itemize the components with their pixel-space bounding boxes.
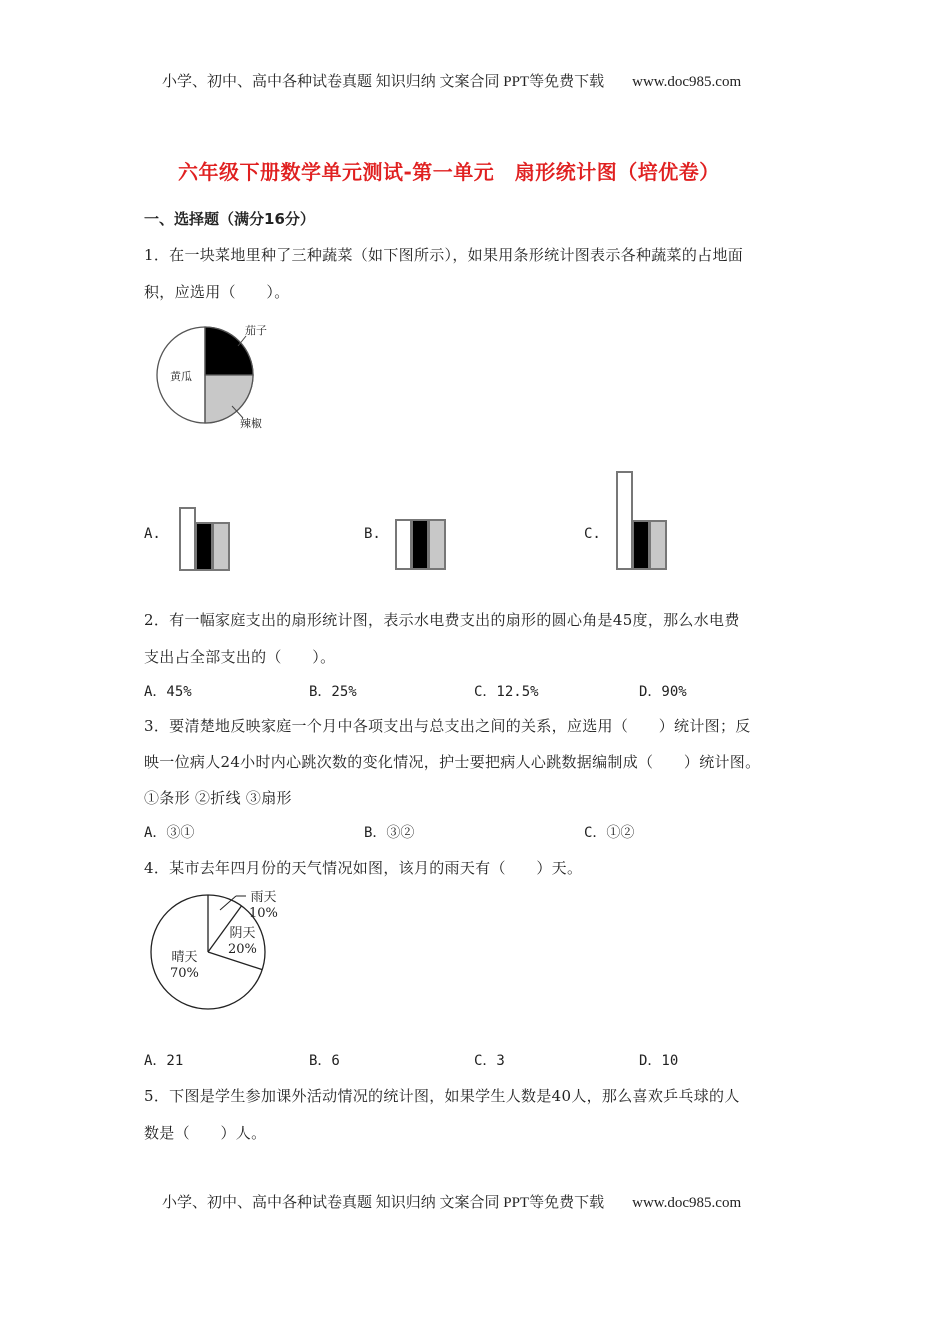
bar-cucumber: [179, 507, 196, 571]
q1-option-b[interactable]: B.: [364, 526, 381, 542]
question-1-line-2: 积，应选用（ ）。: [144, 283, 290, 301]
sunny-pct: 70%: [170, 966, 199, 981]
q2-option-b[interactable]: B．25%: [309, 684, 357, 700]
question-1-line-1: 1．在一块菜地里种了三种蔬菜（如下图所示），如果用条形统计图表示各种蔬菜的占地面: [144, 246, 744, 264]
q1-option-c-bars[interactable]: [616, 471, 668, 571]
footer-text: 小学、初中、高中各种试卷真题 知识归纳 文案合同 PPT等免费下载: [162, 1195, 605, 1211]
question-2-line-2: 支出占全部支出的（ ）。: [144, 648, 336, 666]
page-title: 六年级下册数学单元测试-第一单元 扇形统计图（培优卷）: [178, 160, 720, 184]
header-url[interactable]: www.doc985.com: [632, 74, 742, 90]
bar-eggplant: [411, 519, 429, 570]
q2-option-c[interactable]: C．12.5%: [474, 684, 539, 700]
vegetable-pie-chart: [150, 318, 290, 438]
rain-pct: 10%: [249, 906, 278, 921]
weather-pie-chart: [148, 890, 298, 1015]
cloudy-name: 阴天: [229, 926, 256, 941]
bar-pepper: [212, 522, 230, 571]
bar-pepper: [428, 519, 446, 570]
question-4-line-1: 4．某市去年四月份的天气情况如图，该月的雨天有（ ）天。: [144, 859, 583, 877]
q2-option-d[interactable]: D．90%: [639, 684, 687, 700]
q1-option-a-bars[interactable]: [179, 505, 231, 571]
q3-option-c[interactable]: C．①②: [584, 825, 635, 841]
q2-option-a[interactable]: A．45%: [144, 684, 192, 700]
rain-name: 雨天: [250, 890, 277, 905]
header-text: 小学、初中、高中各种试卷真题 知识归纳 文案合同 PPT等免费下载: [162, 74, 605, 90]
pie-label-cucumber: 黄瓜: [170, 370, 192, 383]
page-header: [162, 70, 741, 91]
q1-option-c[interactable]: C.: [584, 526, 601, 542]
q1-option-a[interactable]: A.: [144, 526, 161, 542]
q4-option-b[interactable]: B．6: [309, 1053, 340, 1069]
cloudy-pct: 20%: [228, 942, 257, 957]
q3-option-b[interactable]: B．③②: [364, 825, 415, 841]
question-3-line-1: 3．要清楚地反映家庭一个月中各项支出与总支出之间的关系，应选用（ ）统计图；反: [144, 717, 751, 735]
pie-label-pepper: 辣椒: [240, 417, 262, 430]
bar-eggplant: [195, 522, 213, 571]
q4-option-c[interactable]: C．3: [474, 1053, 505, 1069]
q4-option-d[interactable]: D．10: [639, 1053, 679, 1069]
bar-cucumber: [395, 519, 412, 570]
question-5-line-2: 数是（ ）人。: [144, 1124, 267, 1142]
sunny-name: 晴天: [171, 950, 198, 965]
section-heading: 一、选择题（满分16分）: [144, 210, 315, 228]
footer-url[interactable]: www.doc985.com: [632, 1195, 742, 1211]
page-footer: [162, 1191, 741, 1212]
question-5-line-1: 5．下图是学生参加课外活动情况的统计图，如果学生人数是40人，那么喜欢乒乓球的人: [144, 1087, 740, 1105]
pie-label-eggplant: 茄子: [245, 324, 267, 337]
q1-option-b-bars[interactable]: [395, 519, 447, 571]
rain-label: [249, 890, 278, 922]
question-3-line-2: 映一位病人24小时内心跳次数的变化情况，护士要把病人心跳数据编制成（ ）统计图。: [144, 753, 761, 771]
question-3-line-3: ①条形 ②折线 ③扇形: [144, 789, 292, 807]
bar-cucumber: [616, 471, 633, 570]
cloudy-label: [228, 926, 257, 958]
q4-option-a[interactable]: A．21: [144, 1053, 184, 1069]
q3-option-a[interactable]: A．③①: [144, 825, 195, 841]
bar-eggplant: [632, 520, 650, 570]
sunny-label: [170, 950, 199, 982]
bar-pepper: [649, 520, 667, 570]
question-2-line-1: 2．有一幅家庭支出的扇形统计图，表示水电费支出的扇形的圆心角是45度，那么水电费: [144, 611, 740, 629]
